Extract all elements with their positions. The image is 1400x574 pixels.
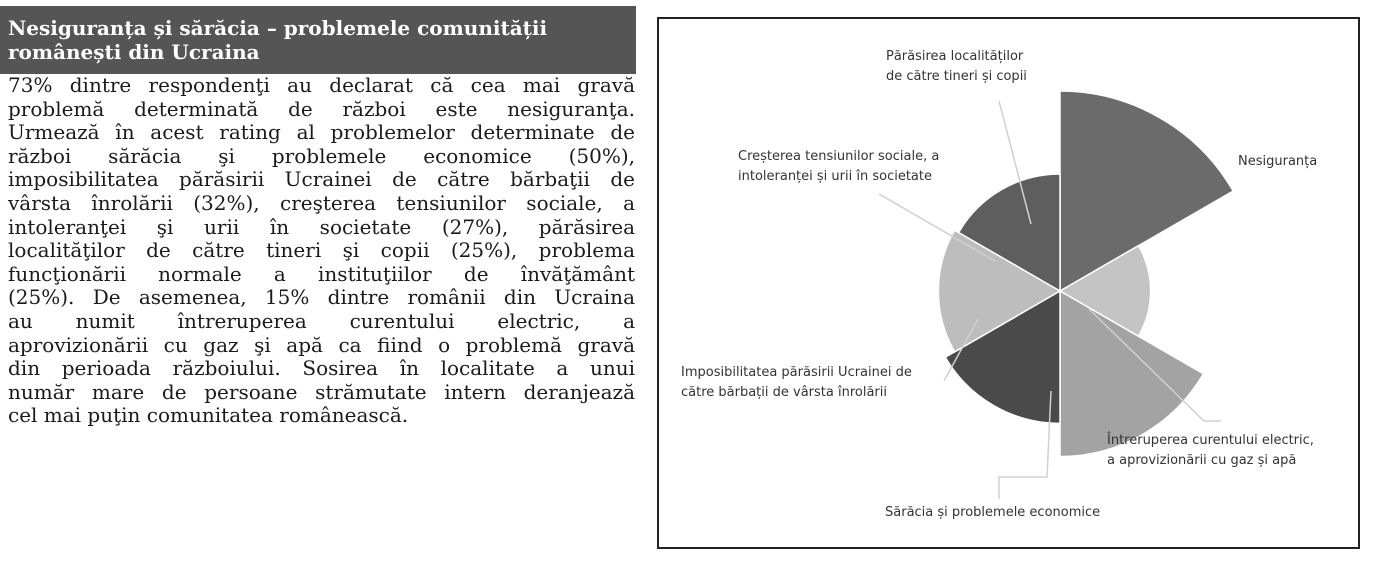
slice-label-saracia: [885, 503, 1100, 523]
body-line: Urmează în acest rating al problemelor determinate de: [8, 120, 635, 145]
slice-label-line: Sărăcia și problemele economice: [885, 505, 1101, 520]
body-line: vârsta înrolării (32%), creşterea tensiunilor sociale, a: [8, 190, 635, 215]
slice-label-intreruperea-curentului: [1107, 431, 1314, 471]
slice-label-cresterea-tensiunilor: [738, 147, 939, 187]
body-line: cel mai puţin comunitatea românească.: [8, 403, 409, 428]
body-line: au numit întreruperea curentului electric, a: [8, 308, 635, 333]
slice-label-line: Părăsirea localităților: [886, 49, 1024, 64]
body-line: din perioada războiului. Sosirea în localitate a unui: [8, 356, 635, 381]
article-title-line-1: Nesiguranța și sărăcia – problemele comunității: [8, 16, 548, 40]
slice-label-line: Imposibilitatea părăsirii Ucrainei de: [681, 365, 912, 380]
slice-label-line: către bărbații de vârsta înrolării: [681, 385, 888, 400]
body-line: (25%). De asemenea, 15% dintre românii din Ucraina: [8, 285, 635, 310]
slice-label-line: Nesiguranța: [1238, 154, 1318, 169]
body-line: problemă determinată de război este nesiguranţa.: [8, 96, 635, 121]
body-line: 73% dintre respondenţi au declarat că cea mai gravă: [8, 73, 635, 97]
body-line: aprovizionării cu gaz şi apă ca fiind o problemă gravă: [8, 332, 635, 357]
body-line: intoleranţei şi urii în societate (27%), părăsirea: [8, 214, 635, 239]
body-line: funcţionării normale a instituţiilor de învăţământ: [8, 261, 635, 286]
slice-label-line: Creșterea tensiunilor sociale, a: [738, 149, 940, 164]
body-line: imposibilitatea părăsirii Ucrainei de către bărbaţii de: [8, 167, 635, 192]
slice-label-line: Întreruperea curentului electric,: [1107, 433, 1314, 448]
slice-label-line: a aprovizionării cu gaz și apă: [1107, 453, 1297, 468]
body-line: război sărăcia şi problemele economice (50%),: [8, 143, 635, 168]
article-title-line-2: românești din Ucraina: [8, 40, 260, 64]
slice-label-nesiguranta: [1238, 152, 1317, 172]
article-body: [8, 74, 635, 428]
body-line: localităţilor de către tineri şi copii (25%), problema: [8, 238, 635, 263]
slice-label-line: de către tineri și copii: [886, 69, 1027, 84]
body-line: număr mare de persoane strămutate intern deranjează: [8, 379, 635, 404]
slice-label-line: intoleranței și urii în societate: [738, 169, 932, 184]
chart-frame: [657, 17, 1360, 549]
pie-slice-nesiguranta: [1060, 91, 1233, 291]
slice-label-parasirea-localitatilor: [886, 47, 1027, 87]
article-title: [0, 6, 636, 74]
slice-label-imposibilitatea-parasirii: [681, 363, 912, 403]
